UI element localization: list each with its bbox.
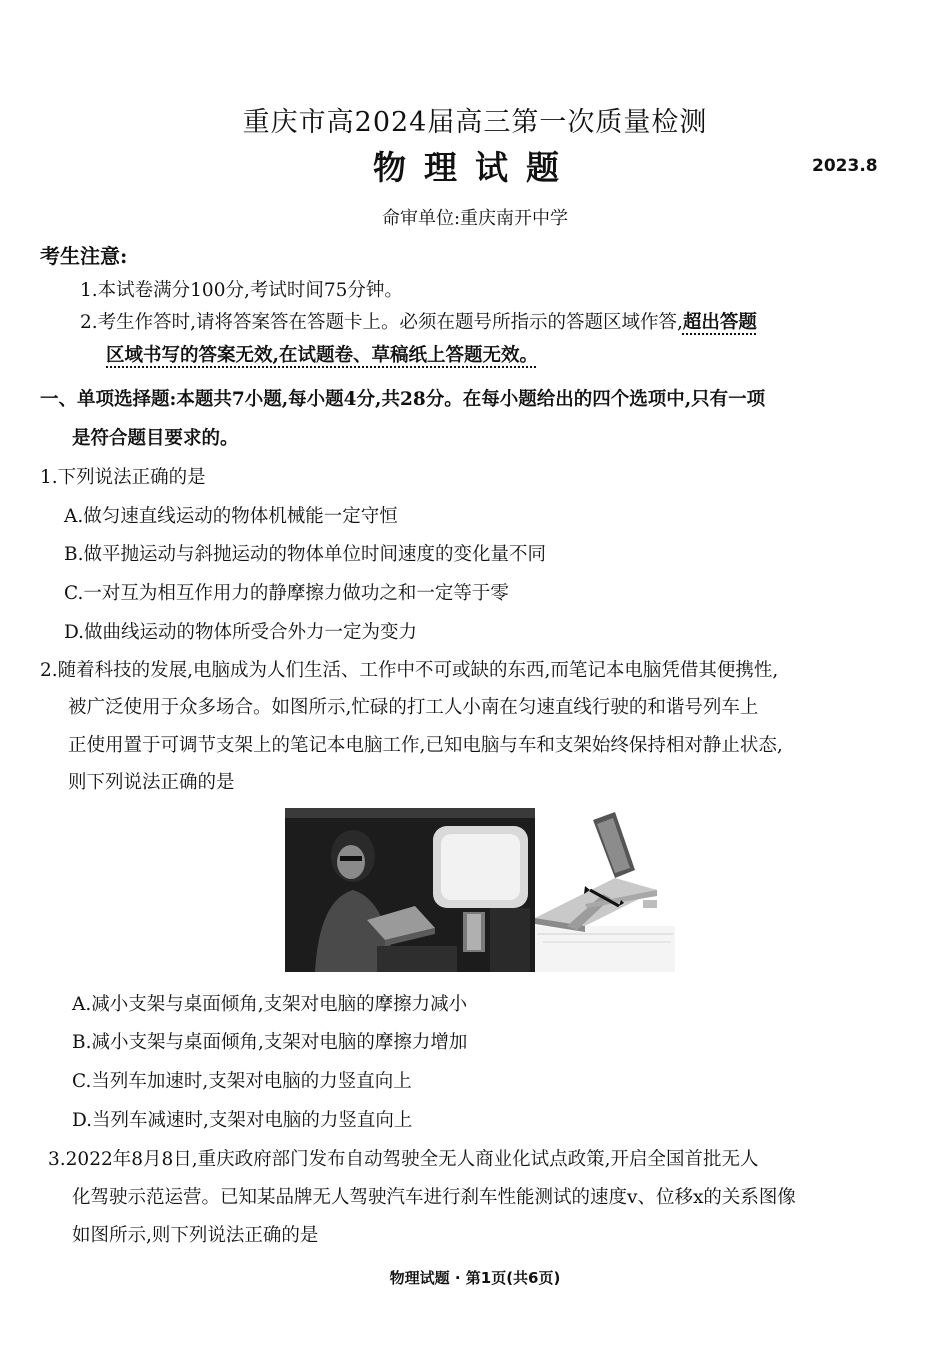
question-2-stem-line-4: 则下列说法正确的是 bbox=[68, 772, 235, 793]
section-1-heading-line-2: 是符合题目要求的。 bbox=[72, 428, 239, 449]
issuing-unit: 命审单位:重庆南开中学 bbox=[381, 208, 569, 229]
question-1-stem: 1.下列说法正确的是 bbox=[40, 467, 206, 488]
subject-title: 物理试题 bbox=[373, 148, 577, 187]
laptop-stand-photo bbox=[535, 808, 675, 972]
question-3-stem-line-3: 如图所示,则下列说法正确的是 bbox=[72, 1225, 319, 1246]
question-3-stem-line-2: 化驾驶示范运营。已知某品牌无人驾驶汽车进行刹车性能测试的速度v、位移x的关系图像 bbox=[72, 1187, 796, 1208]
question-2-stem-line-3: 正使用置于可调节支架上的笔记本电脑工作,已知电脑与车和支架始终保持相对静止状态, bbox=[68, 735, 783, 756]
notice-heading: 考生注意: bbox=[40, 244, 128, 268]
notice-item-2-plain: 2.考生作答时,请将答案答在答题卡上。必须在题号所指示的答题区域作答, bbox=[80, 312, 683, 333]
question-1-option-b: B.做平抛运动与斜抛运动的物体单位时间速度的变化量不同 bbox=[64, 544, 546, 565]
question-2-option-a: A.减小支架与桌面倾角,支架对电脑的摩擦力减小 bbox=[72, 994, 468, 1015]
question-1-option-d: D.做曲线运动的物体所受合外力一定为变力 bbox=[64, 622, 418, 643]
question-1-option-c: C.一对互为相互作用力的静摩擦力做功之和一定等于零 bbox=[64, 583, 509, 604]
question-2-option-c: C.当列车加速时,支架对电脑的力竖直向上 bbox=[72, 1071, 412, 1092]
section-1-heading-line-1: 一、单项选择题:本题共7小题,每小题4分,共28分。在每小题给出的四个选项中,只有一项 bbox=[40, 389, 766, 410]
exam-date: 2023.8 bbox=[812, 156, 878, 176]
notice-item-2-line-1 bbox=[80, 308, 757, 334]
question-2-option-d: D.当列车减速时,支架对电脑的力竖直向上 bbox=[72, 1110, 413, 1131]
train-photo bbox=[285, 808, 535, 972]
laptop-on-train-figure bbox=[285, 808, 675, 972]
question-2-stem-line-1: 2.随着科技的发展,电脑成为人们生活、工作中不可或缺的东西,而笔记本电脑凭借其便携性, bbox=[40, 660, 779, 681]
question-3-stem-line-1: 3.2022年8月8日,重庆政府部门发布自动驾驶全无人商业化试点政策,开启全国首批无人 bbox=[48, 1149, 759, 1170]
question-1-option-a: A.做匀速直线运动的物体机械能一定守恒 bbox=[64, 506, 398, 527]
notice-item-2-emphasis-1: 超出答题 bbox=[682, 312, 757, 333]
exam-title: 重庆市高2024届高三第一次质量检测 bbox=[242, 107, 708, 138]
question-2-stem-line-2: 被广泛使用于众多场合。如图所示,忙碌的打工人小南在匀速直线行驶的和谐号列车上 bbox=[68, 697, 759, 718]
page-footer: 物理试题 · 第1页(共6页) bbox=[389, 1269, 561, 1287]
notice-item-1: 1.本试卷满分100分,考试时间75分钟。 bbox=[80, 280, 403, 301]
notice-item-2-emphasis-2: 区域书写的答案无效,在试题卷、草稿纸上答题无效。 bbox=[106, 345, 538, 366]
question-2-option-b: B.减小支架与桌面倾角,支架对电脑的摩擦力增加 bbox=[72, 1032, 468, 1053]
